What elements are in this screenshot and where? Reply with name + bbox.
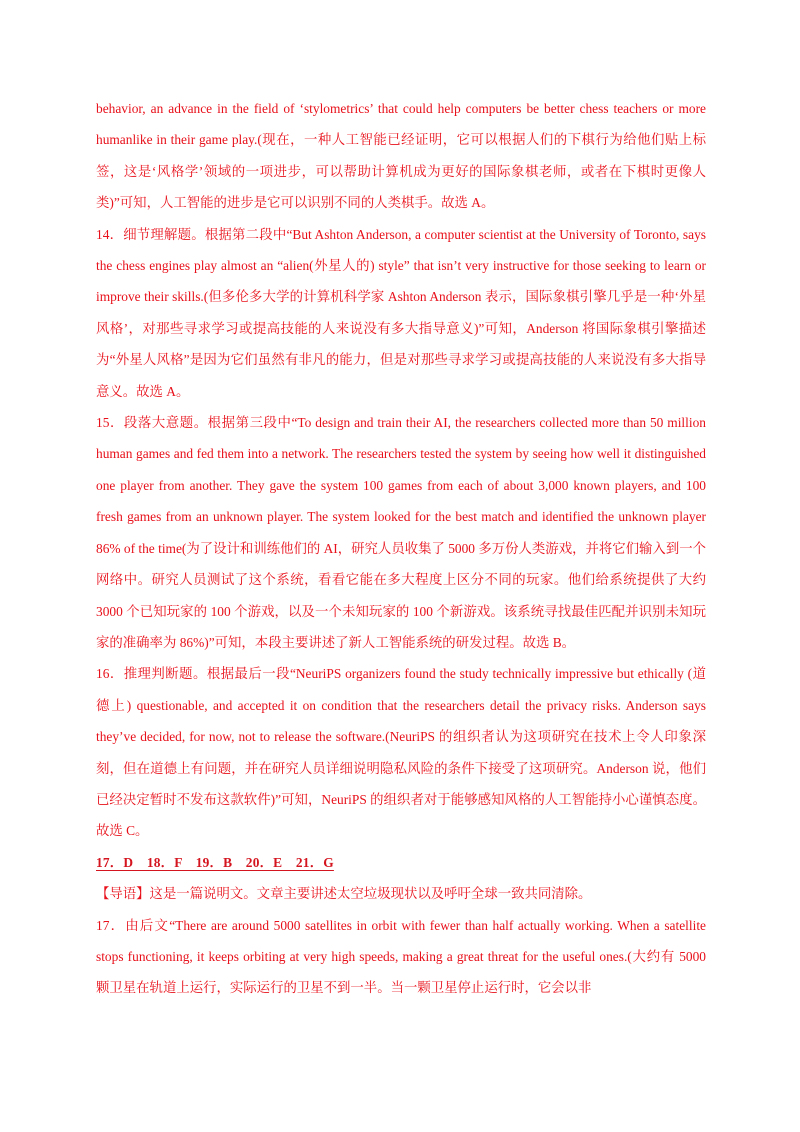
explanation-17: 17．由后文“There are around 5000 satellites in orbit with fewer than half actually working. When a satellite stops functioning, it keeps orbiting at very high speeds, making a great threat for the useful ones.(大约有 5000 颗卫星在轨道上运行，实际运行的卫星不到一半。当一颗卫星停止运行时，它会以非 [96, 917, 706, 996]
explanation-13-continued: behavior, an advance in the field of ‘stylometrics’ that could help computers be better chess teachers or more humanlike in their game play.(现在，一种人工智能已经证明，它可以根据人们的下棋行为给他们贴上标签，这是‘风格学’领域的一项进步，可以帮助计算机成为更好的国际象棋老师，或者在下棋时更像人类)”可知，人工智能的进步是它可以识别不同的人类棋手。故选 A。 [96, 101, 706, 211]
explanation-15: 15．段落大意题。根据第三段中“To design and train their AI, the researchers collected more than 50 million human games and fed them into a network. The researchers tested the system by seeing how well it distinguished one player from another. They gave the system 100 games from each of about 3,000 known players, and 100 fresh games from an unknown player. The system looked for the best match and identified the unknown player 86% of the time(为了设计和训练他们的 AI，研究人员收集了 5000 多万份人类游戏，并将它们输入到一个网络中。研究人员测试了这个系统，看看它能在多大程度上区分不同的玩家。他们给系统提供了大约 3000 个已知玩家的 100 个游戏，以及一个未知玩家的 100 个新游戏。该系统寻找最佳匹配并识别未知玩家的准确率为 86%)”可知，本段主要讲述了新人工智能系统的研发过程。故选 B。 [96, 415, 706, 650]
answer-key-17-21: 17．D 18．F 19．B 20．E 21．G [96, 854, 334, 870]
explanation-14: 14．细节理解题。根据第二段中“But Ashton Anderson, a computer scientist at the University of Toronto, says the chess engines play almost an “alien(外星人的) style” that isn’t very instructive for those seeking to learn or improve their skills.(但多伦多大学的计算机科学家 Ashton Anderson 表示，国际象棋引擎几乎是一种‘外星风格’，对那些寻求学习或提高技能的人来说没有多大指导意义)”可知，Anderson 将国际象棋引擎描述为“外星人风格”是因为它们虽然有非凡的能力，但是对那些寻求学习或提高技能的人来说没有多大指导意义。故选 A。 [96, 226, 706, 399]
explanation-16: 16．推理判断题。根据最后一段“NeuriPS organizers found the study technically impressive but ethically (道德上) questionable, and accepted it on condition that the researchers detail the privacy risks. Anderson says they’ve decided, for now, not to release the software.(NeuriPS 的组织者认为这项研究在技术上令人印象深刻，但在道德上有问题，并在研究人员详细说明隐私风险的条件下接受了这项研究。Anderson 说，他们已经决定暂时不发布这款软件)”可知，NeuriPS 的组织者对于能够感知风格的人工智能持小心谨慎态度。故选 C。 [96, 666, 706, 839]
passage-guide: 【导语】这是一篇说明文。文章主要讲述太空垃圾现状以及呼吁全球一致共同清除。 [96, 886, 592, 902]
answer-explanations [96, 93, 706, 1004]
